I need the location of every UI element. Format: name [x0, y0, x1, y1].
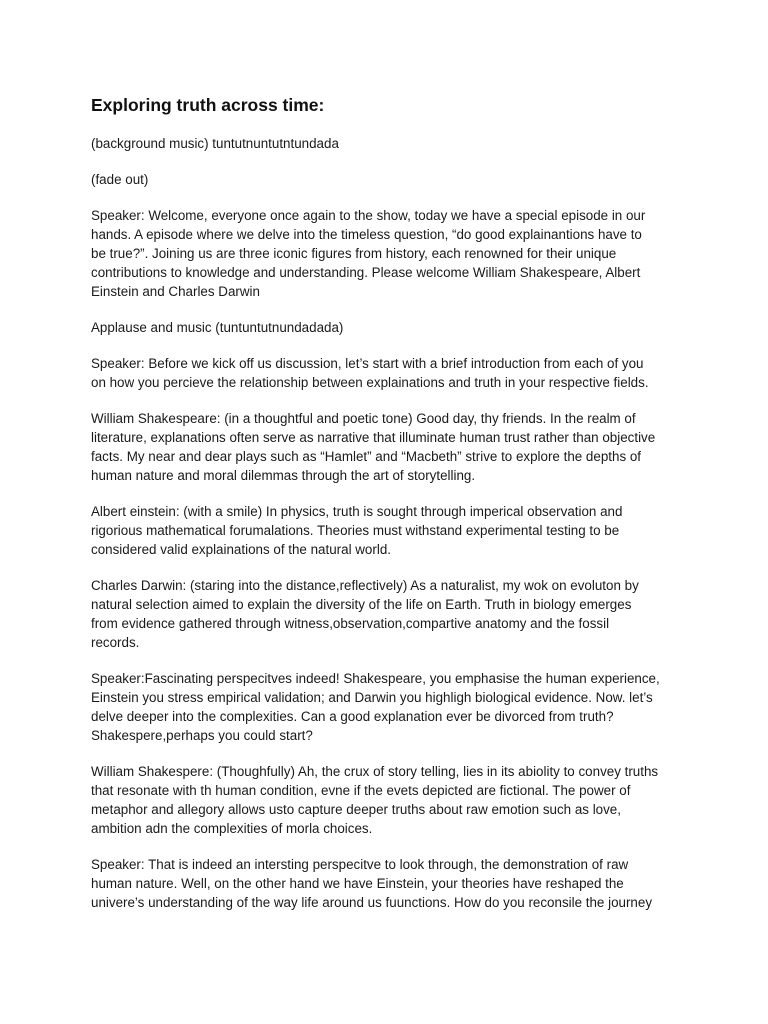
text-line: on how you percieve the relationship between explainations and truth in your respective fields. — [91, 375, 649, 390]
text-line: human nature and moral dilemmas through the art of storytelling. — [91, 468, 476, 483]
text-line: human nature. Well, on the other hand we have Einstein, your theories have reshaped the — [91, 876, 624, 891]
text-line: from evidence gathered through witness,observation,compartive anatomy and the fossil — [91, 616, 610, 631]
paragraph — [91, 502, 691, 559]
text-line: (fade out) — [91, 172, 149, 187]
text-line: delve deeper into the complexities. Can a good explanation ever be divorced from truth? — [91, 709, 614, 724]
text-line: considered valid explainations of the natural world. — [91, 542, 391, 557]
paragraph — [91, 855, 691, 912]
paragraph — [91, 669, 691, 745]
paragraph — [91, 206, 691, 301]
text-line: Albert einstein: (with a smile) In physics, truth is sought through imperical observation and — [91, 504, 623, 519]
paragraph — [91, 170, 691, 189]
text-line: be true?”. Joining us are three iconic figures from history, each renowned for their unique — [91, 246, 617, 261]
text-line: Speaker:Fascinating perspecitves indeed! Shakespeare, you emphasise the human experience, — [91, 671, 660, 686]
text-line: Einstein and Charles Darwin — [91, 284, 260, 299]
text-line: that resonate with th human condition, evne if the evets depicted are fictional. The power of — [91, 783, 631, 798]
text-line: records. — [91, 635, 140, 650]
text-line: univere’s understanding of the way life around us fuunctions. How do you reconsile the journey — [91, 895, 653, 910]
paragraph — [91, 134, 691, 153]
text-line: facts. My near and dear plays such as “Hamlet” and “Macbeth” strive to explore the depths of — [91, 449, 642, 464]
text-line: Applause and music (tuntuntutnundadada) — [91, 320, 344, 335]
text-line: ambition adn the complexities of morla choices. — [91, 821, 373, 836]
paragraph — [91, 576, 691, 652]
paragraph — [91, 762, 691, 838]
paragraph — [91, 409, 691, 485]
text-line: rigorious mathematical forumalations. Theories must withstand experimental testing to be — [91, 523, 620, 538]
text-line: metaphor and allegory allows usto capture deeper truths about raw emotion such as love, — [91, 802, 621, 817]
text-line: Speaker: Before we kick off us discussion, let’s start with a brief introduction from each of you — [91, 356, 644, 371]
text-line: Shakespere,perhaps you could start? — [91, 728, 313, 743]
document-title: Exploring truth across time: — [91, 95, 325, 115]
text-line: contributions to knowledge and understanding. Please welcome William Shakespeare, Albert — [91, 265, 641, 280]
text-line: hands. A episode where we delve into the timeless question, “do good explainantions have to — [91, 227, 642, 242]
text-line: (background music) tuntutnuntutntundada — [91, 136, 339, 151]
paragraph-list — [91, 134, 691, 912]
text-line: William Shakespere: (Thoughfully) Ah, the crux of story telling, lies in its abiolity to convey truths — [91, 764, 659, 779]
paragraph — [91, 318, 691, 337]
document-body — [91, 94, 691, 929]
text-line: Speaker: Welcome, everyone once again to the show, today we have a special episode in our — [91, 208, 646, 223]
text-line: William Shakespeare: (in a thoughtful and poetic tone) Good day, thy friends. In the realm of — [91, 411, 636, 426]
text-line: natural selection aimed to explain the diversity of the life on Earth. Truth in biology emerges — [91, 597, 632, 612]
paragraph — [91, 354, 691, 392]
text-line: Charles Darwin: (staring into the distance,reflectively) As a naturalist, my wok on evoluton by — [91, 578, 639, 593]
text-line: Einstein you stress empirical validation; and Darwin you highligh biological evidence. Now. let’s — [91, 690, 653, 705]
text-line: Speaker: That is indeed an intersting perspecitve to look through, the demonstration of raw — [91, 857, 629, 872]
text-line: literature, explanations often serve as narrative that illuminate human trust rather than objective — [91, 430, 656, 445]
